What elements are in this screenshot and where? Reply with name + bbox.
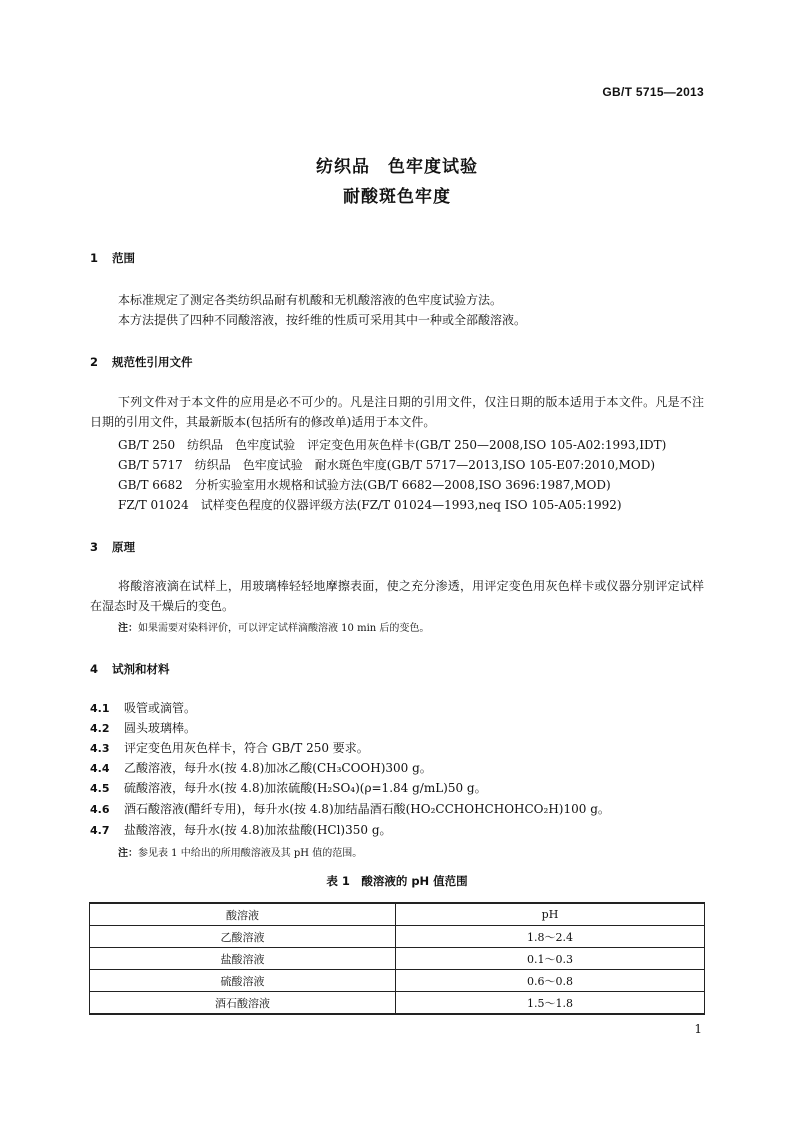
note [118,844,362,859]
table-cell: 酒石酸溶液 [90,992,396,1015]
table-cell: 0.6～0.8 [396,970,705,992]
item-text: 酒石酸溶液(醋纤专用)，每升水(按 4.8)加结晶酒石酸(HO₂CCHOHCHOHCO₂H)100 g。 [124,802,610,816]
reagent-item [90,821,392,838]
table-cell: 硫酸溶液 [90,970,396,992]
reagent-item [90,699,196,716]
section-heading-references [90,354,193,370]
reference-item: GB/T 250 纺织品 色牢度试验 评定变色用灰色样卡(GB/T 250—2008,ISO 105-A02:1993,IDT) [118,438,667,452]
section-number: 1 [90,251,99,265]
table-cell: 1.5～1.8 [396,992,705,1015]
reagent-item [90,719,196,736]
table-header-cell: 酸溶液 [90,903,396,926]
ph-range-table [89,902,705,1015]
paragraph: 将酸溶液滴在试样上，用玻璃棒轻轻地摩擦表面，使之充分渗透，用评定变色用灰色样卡或仪器分别评定试样在湿态时及干燥后的变色。 [90,579,704,613]
item-text: 评定变色用灰色样卡，符合 GB/T 250 要求。 [124,741,369,755]
reagent-item [90,779,487,796]
note-label: 注： [118,848,138,859]
item-number: 4.6 [90,803,110,816]
note-text: 如果需要对染料评价，可以评定试样滴酸溶液 10 min 后的变色。 [138,623,430,634]
item-text: 吸管或滴管。 [124,701,197,715]
item-number: 4.4 [90,762,110,775]
note-text: 参见表 1 中给出的所用酸溶液及其 pH 值的范围。 [138,848,363,859]
section-number: 4 [90,662,99,676]
table-caption: 表 1 酸溶液的 pH 值范围 [326,874,468,888]
section-heading-reagents [90,661,170,677]
item-number: 4.2 [90,722,110,735]
item-text: 乙酸溶液，每升水(按 4.8)加冰乙酸(CH₃COOH)300 g。 [124,761,432,775]
table-row [90,948,705,970]
table-row [90,992,705,1015]
table-row [90,970,705,992]
paragraph: 下列文件对于本文件的应用是必不可少的。凡是注日期的引用文件，仅注日期的版本适用于本文件。凡是不注日期的引用文件，其最新版本(包括所有的修改单)适用于本文件。 [90,395,704,429]
reference-item: GB/T 6682 分析实验室用水规格和试验方法(GB/T 6682—2008,ISO 3696:1987,MOD) [118,478,611,492]
reagent-item [90,759,432,776]
reagent-item [90,800,610,817]
item-text: 盐酸溶液，每升水(按 4.8)加浓盐酸(HCl)350 g。 [124,823,392,837]
table-row [90,926,705,948]
note [118,619,429,634]
standard-code: GB/T 5715—2013 [602,85,704,99]
item-number: 4.7 [90,824,110,837]
table-cell: 0.1～0.3 [396,948,705,970]
table-header-row [90,903,705,926]
item-text: 硫酸溶液，每升水(按 4.8)加浓硫酸(H₂SO₄)(ρ=1.84 g/mL)50 g。 [124,781,487,795]
section-title: 规范性引用文件 [112,355,193,369]
paragraph: 本方法提供了四种不同酸溶液，按纤维的性质可采用其中一种或全部酸溶液。 [118,313,527,327]
section-number: 2 [90,355,99,369]
table-cell: 盐酸溶液 [90,948,396,970]
table-cell: 1.8～2.4 [396,926,705,948]
paragraph: 本标准规定了测定各类纺织品耐有机酸和无机酸溶液的色牢度试验方法。 [118,293,503,307]
section-heading-principle [90,539,135,555]
reference-item: FZ/T 01024 试样变色程度的仪器评级方法(FZ/T 01024—1993,neq ISO 105-A05:1992) [118,498,622,512]
section-title: 试剂和材料 [112,662,170,676]
reagent-item [90,739,369,756]
item-number: 4.5 [90,782,110,795]
section-title: 原理 [112,540,135,554]
document-subtitle: 耐酸斑色牢度 [343,187,451,207]
section-title: 范围 [112,251,135,265]
document-title: 纺织品 色牢度试验 [316,157,478,177]
note-label: 注： [118,623,138,634]
section-heading-scope [90,250,135,266]
item-text: 圆头玻璃棒。 [124,721,197,735]
page-number: 1 [694,1022,702,1036]
table-cell: 乙酸溶液 [90,926,396,948]
item-number: 4.1 [90,702,110,715]
table-header-cell: pH [396,903,705,926]
item-number: 4.3 [90,742,110,755]
section-number: 3 [90,540,99,554]
reference-item: GB/T 5717 纺织品 色牢度试验 耐水斑色牢度(GB/T 5717—2013,ISO 105-E07:2010,MOD) [118,458,656,472]
